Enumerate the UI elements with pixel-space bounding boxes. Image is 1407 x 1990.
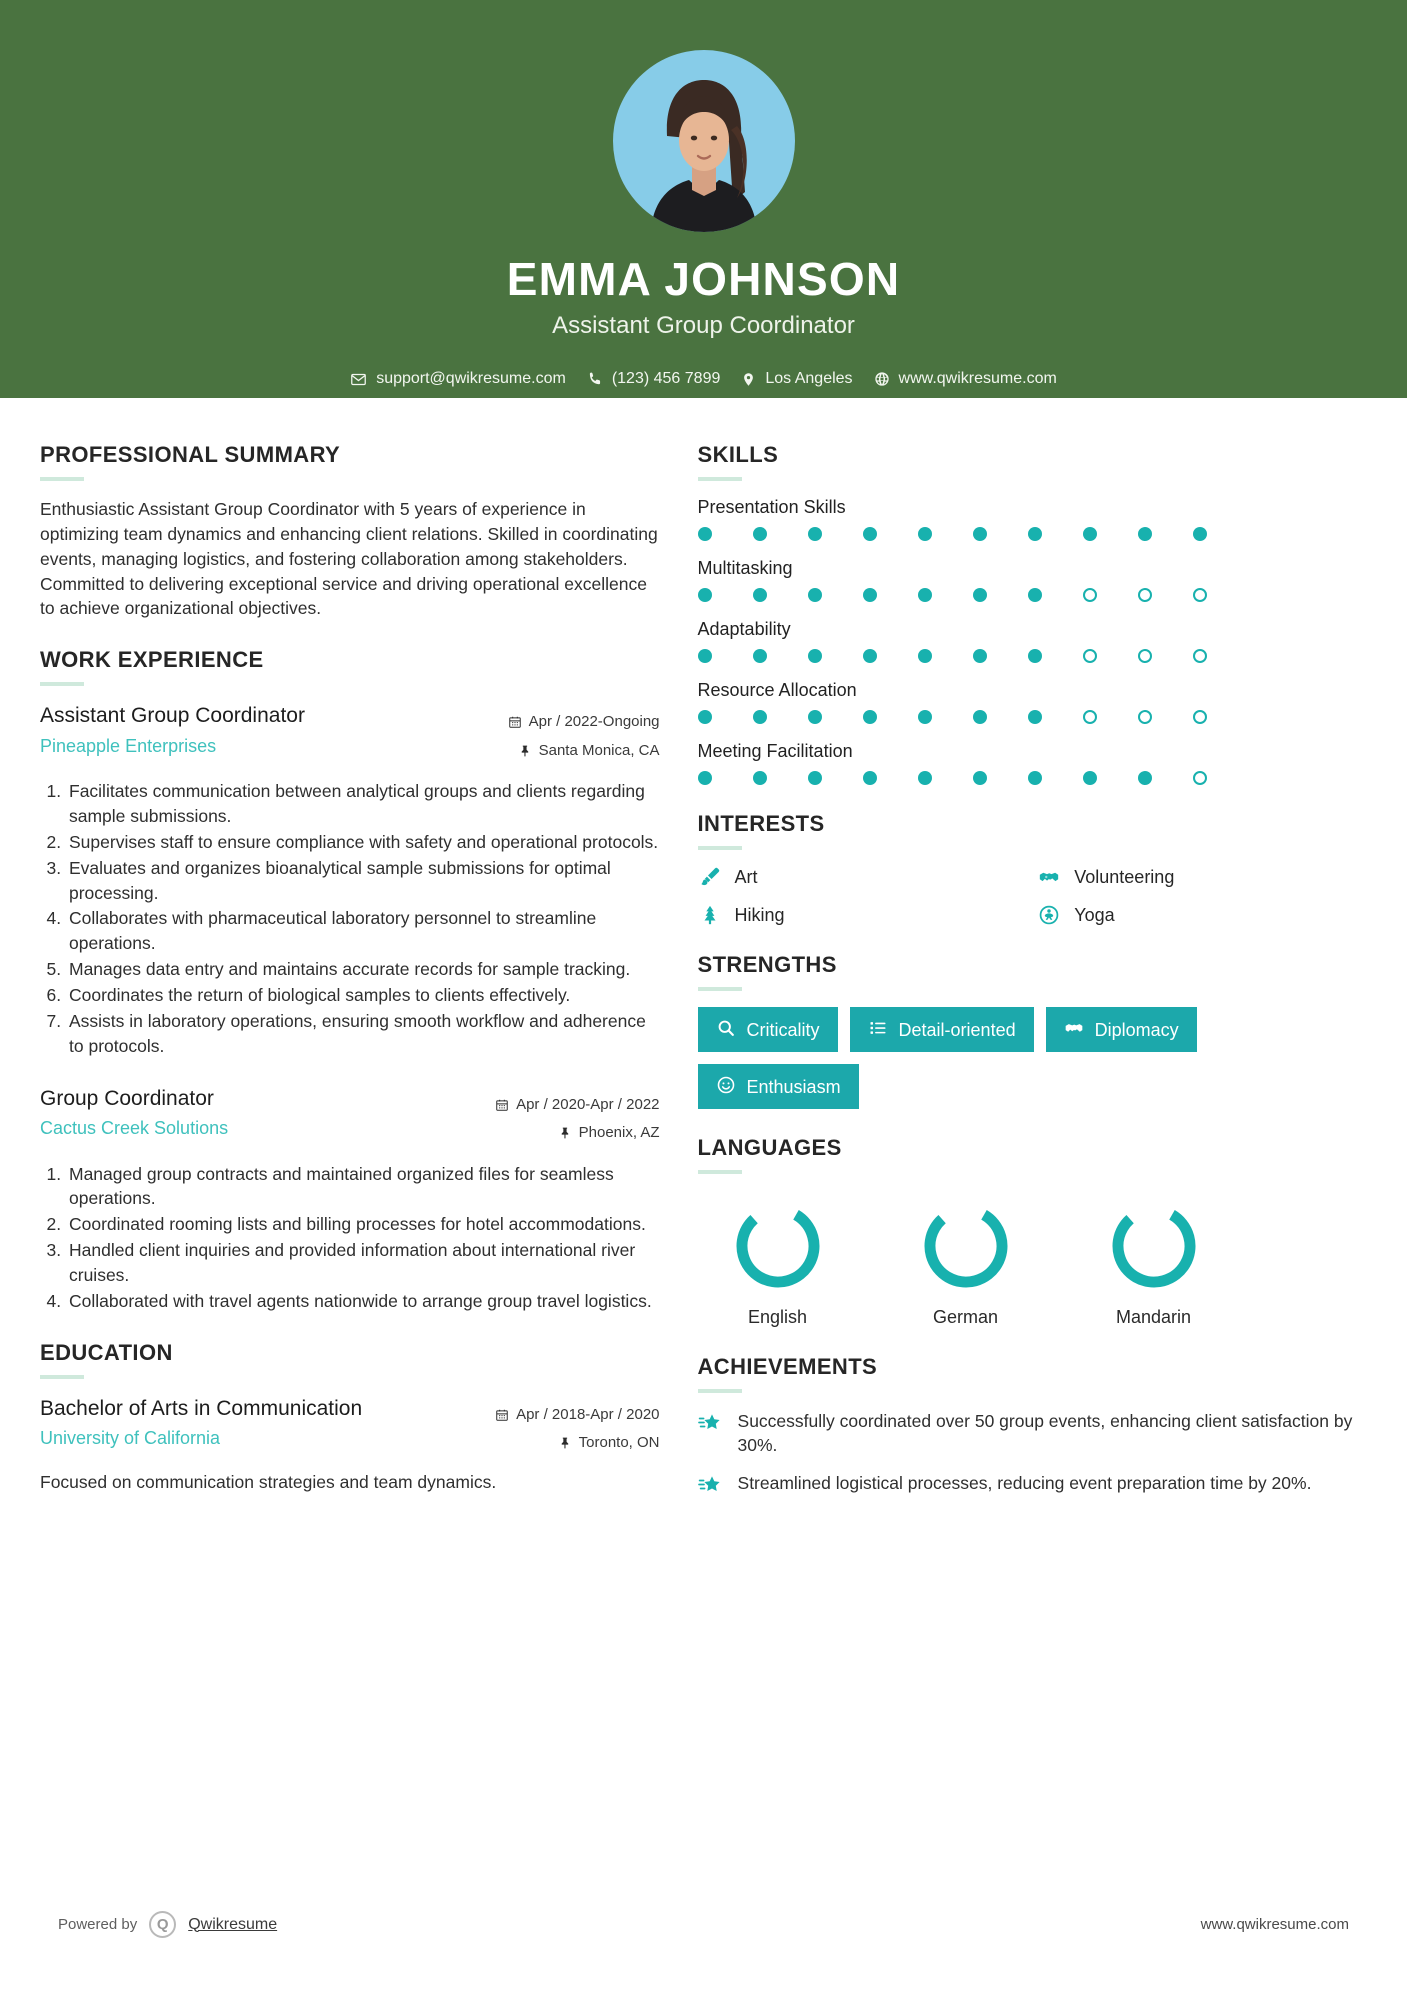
section-rule xyxy=(40,682,84,686)
skill-dot-filled xyxy=(1028,588,1042,602)
skill-dot-filled xyxy=(973,771,987,785)
skill-dot-filled xyxy=(698,527,712,541)
resume-header xyxy=(0,0,1407,398)
location-pin-icon xyxy=(741,371,756,388)
skill-dot-filled xyxy=(1028,649,1042,663)
skill-dot-cell xyxy=(1083,771,1138,785)
job-dates xyxy=(445,1091,660,1120)
interest-item xyxy=(1037,904,1367,926)
contact-phone-text: (123) 456 7899 xyxy=(611,370,721,387)
skill-dot-filled xyxy=(698,710,712,724)
skill-label: Meeting Facilitation xyxy=(697,741,853,761)
skill-label: Adaptability xyxy=(697,619,791,639)
education-entry xyxy=(40,1395,660,1495)
job-location-text: Phoenix, AZ xyxy=(578,1124,660,1141)
skill-rating xyxy=(698,588,1367,602)
skill-dot-filled xyxy=(918,588,932,602)
job-bullet: 7. Assists in laboratory operations, ensuring smooth workflow and adherence to protocols. xyxy=(66,1009,660,1059)
skill-dot-empty xyxy=(1193,649,1207,663)
skill-dot-cell xyxy=(1083,588,1138,602)
smiley-icon xyxy=(716,1075,736,1098)
skill-dot-filled xyxy=(918,710,932,724)
strength-chip xyxy=(1046,1007,1197,1052)
shooting-star-icon xyxy=(698,1409,724,1441)
skill-dot-cell xyxy=(973,710,1028,724)
phone-icon xyxy=(587,371,603,387)
job-company: Cactus Creek Solutions xyxy=(40,1117,229,1138)
job-dates-text: Apr / 2020-Apr / 2022 xyxy=(516,1095,660,1113)
skill-dot-filled xyxy=(918,649,932,663)
job-location xyxy=(445,1119,660,1148)
section-skills xyxy=(698,442,1367,785)
skill-dot-filled xyxy=(808,588,822,602)
education-degree: Bachelor of Arts in Communication xyxy=(40,1396,363,1420)
achievement-item xyxy=(698,1409,1367,1457)
qwikresume-brand-link[interactable]: Qwikresume xyxy=(188,1915,278,1933)
skill-dot-cell xyxy=(1138,527,1193,541)
interest-label: Art xyxy=(734,866,758,887)
interests-list xyxy=(698,866,1367,926)
skill-dot-cell xyxy=(753,771,808,785)
skill-dot-cell xyxy=(918,771,973,785)
powered-by-label: Powered by xyxy=(58,1916,138,1933)
education-description: Focused on communication strategies and team dynamics. xyxy=(40,1471,497,1492)
skill-dot-cell xyxy=(918,527,973,541)
strength-chip xyxy=(698,1064,859,1109)
section-title-achievements: ACHIEVEMENTS xyxy=(697,1354,878,1379)
skill-dot-empty xyxy=(1138,588,1152,602)
skill-dot-filled xyxy=(973,588,987,602)
skill-dot-empty xyxy=(1083,649,1097,663)
section-rule xyxy=(40,477,84,481)
skill-dot-cell xyxy=(918,649,973,663)
powered-by-block xyxy=(58,1911,277,1938)
avatar-photo xyxy=(645,72,763,232)
skill-label: Presentation Skills xyxy=(697,497,846,517)
skill-dot-cell xyxy=(918,710,973,724)
job-title: Assistant Group Coordinator xyxy=(40,704,305,728)
interest-item xyxy=(698,904,1028,926)
left-column xyxy=(40,442,660,1529)
skill-dot-filled xyxy=(863,649,877,663)
section-title-strengths: STRENGTHS xyxy=(697,952,837,977)
job-location-text: Santa Monica, CA xyxy=(538,741,660,759)
skill-dot-filled xyxy=(1138,527,1152,541)
skill-dot-cell xyxy=(973,527,1028,541)
skill-dot-cell xyxy=(808,527,863,541)
language-label: German xyxy=(933,1307,999,1327)
skill-dot-filled xyxy=(863,588,877,602)
skill-dot-cell xyxy=(1138,588,1193,602)
language-progress-ring xyxy=(1106,1198,1202,1294)
skill-dot-cell xyxy=(1028,771,1083,785)
section-rule xyxy=(40,1375,84,1379)
skill-dot-cell xyxy=(973,771,1028,785)
job-bullet: 3. Handled client inquiries and provided information about international river cruises. xyxy=(66,1238,660,1288)
skill-dot-cell xyxy=(1083,649,1138,663)
strength-label: Diplomacy xyxy=(1094,1019,1179,1040)
skill-dot-filled xyxy=(1083,527,1097,541)
skill-dot-filled xyxy=(863,710,877,724)
skill-dot-filled xyxy=(973,649,987,663)
pushpin-icon xyxy=(559,1436,572,1450)
skill-dot-cell xyxy=(1138,710,1193,724)
language-progress-ring xyxy=(918,1198,1014,1294)
skill-dot-empty xyxy=(1193,710,1207,724)
skill-rating xyxy=(698,527,1367,541)
section-rule xyxy=(698,987,742,991)
calendar-icon xyxy=(508,715,522,729)
section-title-interests: INTERESTS xyxy=(697,811,825,836)
skill-dot-cell xyxy=(753,710,808,724)
skill-dot-cell xyxy=(1193,710,1248,724)
handshake-icon xyxy=(1064,1018,1084,1041)
skill-dot-filled xyxy=(1028,527,1042,541)
skills-list xyxy=(698,497,1367,785)
skill-dot-cell xyxy=(753,527,808,541)
calendar-icon xyxy=(495,1098,509,1112)
skill-dot-empty xyxy=(1138,710,1152,724)
skill-dot-cell xyxy=(1083,710,1138,724)
job-bullet: 5. Manages data entry and maintains accurate records for sample tracking. xyxy=(66,957,660,982)
skill-dot-filled xyxy=(753,649,767,663)
job-bullet: 1. Facilitates communication between analytical groups and clients regarding sample submissions. xyxy=(66,779,660,829)
skill-dot-filled xyxy=(1193,527,1207,541)
skill-dot-cell xyxy=(1028,588,1083,602)
skill-dot-filled xyxy=(808,527,822,541)
education-school: University of California xyxy=(40,1427,221,1448)
strength-chip xyxy=(698,1007,838,1052)
skill-dot-cell xyxy=(808,588,863,602)
job-bullet: 6. Coordinates the return of biological samples to clients effectively. xyxy=(66,983,660,1008)
skill-dot-cell xyxy=(1138,771,1193,785)
page-title: EMMA JOHNSON xyxy=(506,253,901,305)
skill-label: Multitasking xyxy=(697,558,793,578)
job-dates-text: Apr / 2022-Ongoing xyxy=(528,713,660,731)
skill-dot-filled xyxy=(753,588,767,602)
achievement-text: Streamlined logistical processes, reducing event preparation time by 20%. xyxy=(737,1473,1312,1494)
skill-dot-cell xyxy=(863,771,918,785)
work-entry xyxy=(40,702,660,1058)
skill-dot-cell xyxy=(1083,527,1138,541)
job-bullet: 2. Coordinated rooming lists and billing processes for hotel accommodations. xyxy=(66,1212,660,1237)
section-rule xyxy=(698,1389,742,1393)
achievements-list xyxy=(698,1409,1367,1503)
contact-email[interactable] xyxy=(345,370,571,388)
interest-label: Yoga xyxy=(1074,904,1115,925)
yoga-icon xyxy=(1037,904,1061,926)
strength-chip xyxy=(850,1007,1034,1052)
strength-label: Enthusiasm xyxy=(746,1076,841,1097)
skill-dot-cell xyxy=(808,649,863,663)
job-bullet: 4. Collaborates with pharmaceutical laboratory personnel to streamline operations. xyxy=(66,906,660,956)
job-title: Group Coordinator xyxy=(40,1086,214,1110)
skill-dot-filled xyxy=(1028,710,1042,724)
section-professional-summary xyxy=(40,442,660,621)
section-strengths xyxy=(698,952,1367,1109)
skill-item xyxy=(698,741,1367,785)
job-bullet: 1. Managed group contracts and maintained organized files for seamless operations. xyxy=(66,1162,660,1212)
skill-dot-cell xyxy=(1193,527,1248,541)
job-dates xyxy=(445,708,660,737)
contact-email-text: support@qwikresume.com xyxy=(376,370,566,387)
skill-dot-cell xyxy=(698,710,753,724)
skill-dot-cell xyxy=(973,649,1028,663)
skill-dot-cell xyxy=(1193,649,1248,663)
interest-item xyxy=(1037,866,1367,888)
achievement-item xyxy=(698,1471,1367,1503)
qwikresume-logo-icon: Q xyxy=(149,1911,176,1938)
skill-label: Resource Allocation xyxy=(697,680,857,700)
languages-list xyxy=(698,1190,1367,1328)
summary-text: Enthusiastic Assistant Group Coordinator with 5 years of experience in optimizing team dynamics and enhancing client relations. Skilled in coordinating events, managing logistics, and fostering collaboration among stakeholders. Committed to delivering exceptional service and driving operational excellence to achieve organizational objectives. xyxy=(40,499,658,619)
avatar xyxy=(613,50,795,232)
skill-dot-cell xyxy=(863,710,918,724)
magnifier-icon xyxy=(716,1018,736,1041)
skill-dot-filled xyxy=(1028,771,1042,785)
skill-dot-cell xyxy=(863,588,918,602)
education-dates-text: Apr / 2018-Apr / 2020 xyxy=(516,1405,660,1423)
handshake-icon xyxy=(1037,866,1061,888)
skill-dot-cell xyxy=(863,649,918,663)
skill-item xyxy=(698,680,1367,724)
skill-dot-filled xyxy=(973,710,987,724)
section-title-education: EDUCATION xyxy=(40,1339,173,1365)
education-location-text: Toronto, ON xyxy=(578,1434,660,1452)
skill-rating xyxy=(698,710,1367,724)
section-interests xyxy=(698,811,1367,926)
skill-item xyxy=(698,497,1367,541)
strengths-list xyxy=(698,1007,1367,1109)
skill-dot-cell xyxy=(863,527,918,541)
skill-dot-cell xyxy=(1028,710,1083,724)
pushpin-icon xyxy=(559,1126,572,1140)
skill-dot-filled xyxy=(808,649,822,663)
education-location xyxy=(445,1429,660,1458)
achievement-text: Successfully coordinated over 50 group events, enhancing client satisfaction by 30%. xyxy=(737,1411,1353,1456)
section-title-work-experience: WORK EXPERIENCE xyxy=(40,647,264,673)
language-label: Mandarin xyxy=(1115,1307,1192,1327)
skill-dot-filled xyxy=(698,588,712,602)
skill-item xyxy=(698,619,1367,663)
language-item xyxy=(886,1198,1046,1328)
skill-dot-cell xyxy=(698,588,753,602)
page-footer xyxy=(0,1911,1407,1990)
skill-dot-filled xyxy=(698,771,712,785)
section-title-skills: SKILLS xyxy=(697,442,779,467)
skill-dot-filled xyxy=(808,771,822,785)
job-role-subtitle: Assistant Group Coordinator xyxy=(552,312,855,339)
section-rule xyxy=(698,1170,742,1174)
skill-dot-cell xyxy=(753,588,808,602)
skill-dot-empty xyxy=(1138,649,1152,663)
interest-label: Hiking xyxy=(734,904,785,925)
skill-dot-cell xyxy=(1193,588,1248,602)
work-entry xyxy=(40,1085,660,1314)
section-title-summary: PROFESSIONAL SUMMARY xyxy=(40,442,341,467)
skill-dot-cell xyxy=(1138,649,1193,663)
section-rule xyxy=(698,846,742,850)
skill-dot-cell xyxy=(698,649,753,663)
skill-dot-filled xyxy=(918,527,932,541)
section-work-experience xyxy=(40,647,660,1313)
contact-location xyxy=(736,370,857,388)
strength-label: Criticality xyxy=(746,1019,820,1040)
skill-dot-empty xyxy=(1083,710,1097,724)
skill-dot-cell xyxy=(698,771,753,785)
right-column xyxy=(698,442,1367,1529)
job-company: Pineapple Enterprises xyxy=(40,735,217,756)
section-rule xyxy=(698,477,742,481)
language-item xyxy=(1074,1198,1234,1328)
skill-dot-empty xyxy=(1193,588,1207,602)
section-title-languages: LANGUAGES xyxy=(697,1135,842,1160)
skill-rating xyxy=(698,771,1367,785)
paintbrush-icon xyxy=(698,866,722,888)
interest-item xyxy=(698,866,1028,888)
job-bullet-list xyxy=(40,1162,660,1314)
skill-dot-cell xyxy=(918,588,973,602)
skill-dot-cell xyxy=(973,588,1028,602)
skill-dot-filled xyxy=(753,527,767,541)
contact-bar xyxy=(345,370,1062,388)
contact-location-text: Los Angeles xyxy=(765,370,853,387)
skill-dot-cell xyxy=(808,771,863,785)
skill-dot-filled xyxy=(973,527,987,541)
interest-label: Volunteering xyxy=(1074,866,1175,887)
skill-dot-filled xyxy=(863,771,877,785)
calendar-icon xyxy=(495,1408,509,1422)
skill-dot-filled xyxy=(808,710,822,724)
skill-item xyxy=(698,558,1367,602)
skill-dot-filled xyxy=(918,771,932,785)
job-location xyxy=(445,737,660,766)
skill-dot-filled xyxy=(863,527,877,541)
contact-phone[interactable] xyxy=(582,370,726,388)
job-bullet: 2. Supervises staff to ensure compliance with safety and operational protocols. xyxy=(66,830,660,855)
language-item xyxy=(698,1198,858,1328)
footer-website[interactable]: www.qwikresume.com xyxy=(1200,1916,1349,1933)
skill-dot-cell xyxy=(808,710,863,724)
shooting-star-icon xyxy=(698,1471,724,1503)
skill-dot-cell xyxy=(698,527,753,541)
job-bullet: 4. Collaborated with travel agents nationwide to arrange group travel logistics. xyxy=(66,1289,660,1314)
skill-dot-cell xyxy=(753,649,808,663)
skill-dot-filled xyxy=(753,771,767,785)
education-dates xyxy=(445,1401,660,1430)
job-bullet-list xyxy=(40,779,660,1058)
skill-dot-empty xyxy=(1083,588,1097,602)
section-education xyxy=(40,1340,660,1495)
job-bullet: 3. Evaluates and organizes bioanalytical sample submissions for optimal processing. xyxy=(66,856,660,906)
skill-dot-filled xyxy=(1083,771,1097,785)
envelope-icon xyxy=(350,371,367,388)
section-languages xyxy=(698,1135,1367,1328)
contact-website[interactable] xyxy=(869,370,1062,388)
tree-icon xyxy=(698,904,722,926)
skill-dot-filled xyxy=(698,649,712,663)
list-icon xyxy=(868,1018,888,1041)
skill-dot-cell xyxy=(1028,649,1083,663)
skill-dot-cell xyxy=(1028,527,1083,541)
language-progress-ring xyxy=(730,1198,826,1294)
skill-dot-filled xyxy=(753,710,767,724)
skill-dot-filled xyxy=(1138,771,1152,785)
language-label: English xyxy=(747,1307,808,1327)
strength-label: Detail-oriented xyxy=(898,1019,1016,1040)
section-achievements xyxy=(698,1354,1367,1503)
skill-dot-cell xyxy=(1193,771,1248,785)
globe-icon xyxy=(874,371,890,387)
skill-dot-empty xyxy=(1193,771,1207,785)
skill-rating xyxy=(698,649,1367,663)
contact-website-text: www.qwikresume.com xyxy=(898,370,1057,387)
pushpin-icon xyxy=(519,744,532,758)
